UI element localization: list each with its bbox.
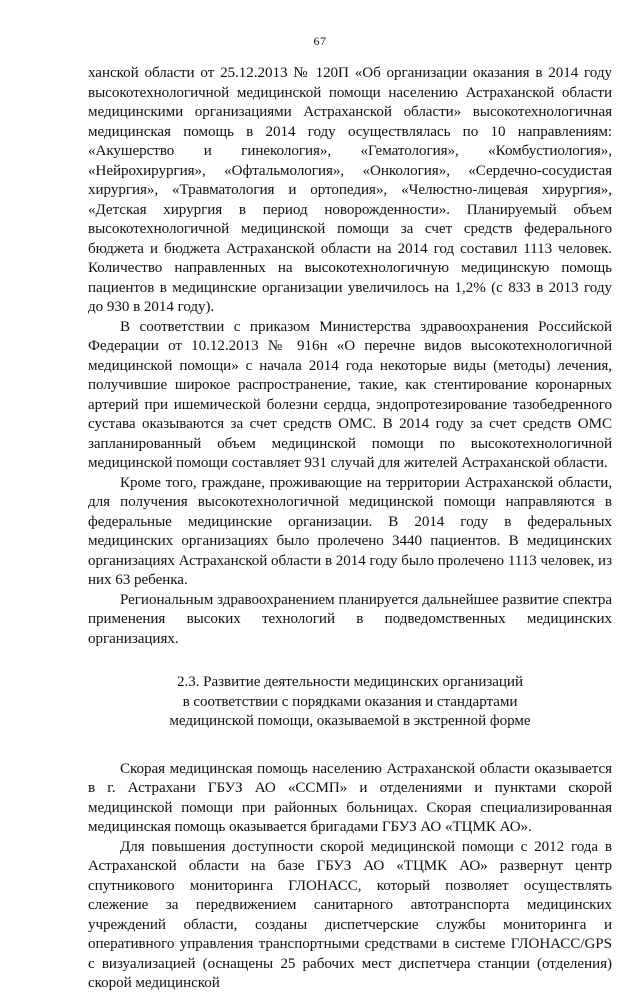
paragraph-regional-plans: Региональным здравоохранением планируется дальнейшее развитие спектра применения высоких технологий в подведомственных медицинских организациях.	[88, 591, 612, 647]
section-heading-line: в соответствии с порядками оказания и стандартами	[182, 693, 518, 710]
paragraph-federal-organizations: Кроме того, граждане, проживающие на территории Астраханской области, для получения высокотехнологичной медицинской помощи направляются в федеральные медицинские организации. В 2014 году в федеральных медицинских организациях было пролечено 3440 пациентов. В медицинских организациях Астраханской области в 2014 году было пролечено 1113 человек, из них 63 ребенка.	[88, 474, 612, 588]
page-content	[88, 64, 612, 994]
paragraph-hmp-directions: ханской области от 25.12.2013 № 120П «Об организации оказания в 2014 году высокотехнологичной медицинской помощи населению Астраханской области медицинскими организациями Астраханской области» высокотехнологичная медицинская помощь в 2014 году осуществлялась по 10 направлениям: «Акушерство и гинекология», «Гематология», «Комбустиология», «Нейрохирургия», «Офтальмология», «Онкология», «Сердечно-сосудистая хирургия», «Травматология и ортопедия», «Челюстно-лицевая хирургия», «Детская хирургия в период новорожденности». Планируемый объем высокотехнологичной медицинской помощи за счет средств федерального бюджета и бюджета Астраханской области на 2014 год составил 1113 человек. Количество направленных на высокотехнологичную медицинскую помощь пациентов в медицинские организации увеличилось на 1,2% (с 833 в 2013 году до 930 в 2014 году).	[88, 65, 612, 315]
section-heading-line: 2.3. Развитие деятельности медицинских организаций	[176, 674, 523, 690]
page-number: 67	[313, 34, 327, 48]
section-heading	[88, 673, 612, 732]
paragraph-order-916n: В соответствии с приказом Министерства здравоохранения Российской Федерации от 10.12.2013 № 916н «О перечне видов высокотехнологичной медицинской помощи» с начала 2014 года некоторые виды (методы) лечения, получившие широкое распространение, такие, как стентирование коронарных артерий при ишемической болезни сердца, эндопротезирование тазобедренного сустава оказываются за счет средств ОМС. В 2014 году за счет средств ОМС запланированный объем медицинской помощи по высокотехнологичной медицинской помощи составляет 931 случай для жителей Астраханской области.	[88, 318, 612, 471]
paragraph-glonass-monitoring: Для повышения доступности скорой медицинской помощи с 2012 года в Астраханской области на базе ГБУЗ АО «ТЦМК АО» развернут центр спутникового мониторинга ГЛОНАСС, который позволяет осуществлять слежение за передвижением санитарного автотранспорта медицинских учреждений области, созданы диспетчерские службы мониторинга и оперативного управления транспортными средствами в системе ГЛОНАСС/GPS с визуализацией (оснащены 25 рабочих мест диспетчера станции (отделения) скорой медицинской	[88, 838, 612, 991]
section-heading-line: медицинской помощи, оказываемой в экстренной форме	[169, 713, 531, 729]
paragraph-emergency-care: Скорая медицинская помощь населению Астраханской области оказывается в г. Астрахани ГБУЗ АО «ССМП» и отделениями и пунктами скорой медицинской помощи при районных больницах. Скорая специализированная медицинская помощь оказывается бригадами ГБУЗ АО «ТЦМК АО».	[88, 760, 612, 835]
